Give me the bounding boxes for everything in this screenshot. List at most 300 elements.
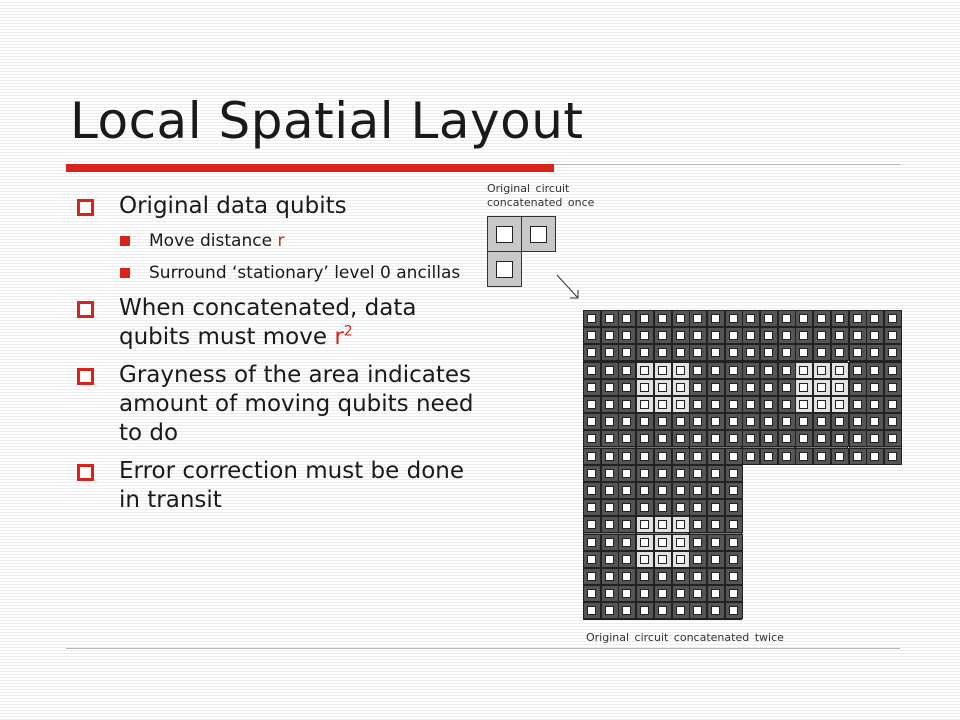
- variable-r-squared: [334, 324, 352, 350]
- qubit-square: [693, 400, 702, 409]
- qubit-square: [587, 434, 596, 443]
- qubit-cell: [831, 379, 849, 396]
- qubit-cell: [884, 310, 902, 327]
- qubit-cell: [583, 344, 601, 361]
- qubit-square: [746, 383, 755, 392]
- qubit-square: [729, 314, 738, 323]
- qubit-cell: [689, 430, 707, 447]
- qubit-square: [693, 452, 702, 461]
- qubit-square: [496, 261, 513, 278]
- qubit-square: [853, 452, 862, 461]
- bullet-text: Error correction must be done in transit: [119, 458, 465, 513]
- qubit-square: [605, 348, 614, 357]
- qubit-square: [853, 331, 862, 340]
- qubit-square: [729, 469, 738, 478]
- qubit-cell: [742, 413, 760, 430]
- qubit-square: [658, 538, 667, 547]
- qubit-square: [746, 434, 755, 443]
- qubit-cell: [521, 216, 556, 252]
- qubit-cell: [813, 448, 831, 465]
- qubit-cell: [725, 534, 743, 551]
- qubit-cell: [795, 413, 813, 430]
- qubit-square: [782, 331, 791, 340]
- qubit-square: [799, 348, 808, 357]
- qubit-cell: [583, 482, 601, 499]
- qubit-cell: [795, 362, 813, 379]
- qubit-cell: [849, 396, 867, 413]
- qubit-square: [835, 452, 844, 461]
- qubit-cell: [725, 310, 743, 327]
- qubit-cell: [583, 430, 601, 447]
- qubit-square: [746, 348, 755, 357]
- qubit-square: [587, 400, 596, 409]
- qubit-square: [622, 348, 631, 357]
- qubit-cell: [654, 379, 672, 396]
- qubit-square: [817, 331, 826, 340]
- title-underline-rule: [554, 164, 900, 165]
- qubit-cell: [849, 327, 867, 344]
- qubit-square: [658, 520, 667, 529]
- qubit-square: [587, 348, 596, 357]
- qubit-cell: [618, 396, 636, 413]
- qubit-cell: [884, 396, 902, 413]
- qubit-cell: [618, 482, 636, 499]
- qubit-cell: [487, 251, 522, 287]
- qubit-square: [640, 314, 649, 323]
- qubit-cell: [778, 413, 796, 430]
- qubit-cell: [760, 344, 778, 361]
- hollow-square-bullet-icon: [77, 301, 94, 318]
- qubit-square: [676, 314, 685, 323]
- qubit-square: [622, 400, 631, 409]
- qubit-square: [870, 383, 879, 392]
- qubit-square: [605, 417, 614, 426]
- qubit-square: [888, 434, 897, 443]
- qubit-cell: [672, 482, 690, 499]
- qubit-square: [676, 555, 685, 564]
- qubit-cell: [654, 362, 672, 379]
- qubit-square: [693, 589, 702, 598]
- qubit-square: [729, 400, 738, 409]
- qubit-square: [729, 383, 738, 392]
- qubit-square: [746, 314, 755, 323]
- qubit-cell: [601, 516, 619, 533]
- qubit-square: [605, 572, 614, 581]
- hollow-square-bullet-icon: [77, 199, 94, 216]
- qubit-cell: [654, 482, 672, 499]
- qubit-cell: [707, 568, 725, 585]
- qubit-cell: [742, 448, 760, 465]
- qubit-cell: [689, 551, 707, 568]
- qubit-cell: [672, 602, 690, 619]
- caption-concatenated-twice: Original circuit concatenated twice: [586, 631, 784, 644]
- qubit-cell: [707, 430, 725, 447]
- qubit-square: [729, 503, 738, 512]
- qubit-cell: [583, 327, 601, 344]
- qubit-square: [587, 314, 596, 323]
- qubit-square: [640, 383, 649, 392]
- qubit-cell: [707, 448, 725, 465]
- qubit-cell: [654, 310, 672, 327]
- qubit-square: [622, 434, 631, 443]
- qubit-square: [658, 348, 667, 357]
- qubit-cell: [866, 344, 884, 361]
- qubit-cell: [583, 413, 601, 430]
- qubit-square: [676, 486, 685, 495]
- qubit-cell: [866, 362, 884, 379]
- qubit-cell: [636, 499, 654, 516]
- qubit-cell: [813, 362, 831, 379]
- qubit-square: [799, 434, 808, 443]
- qubit-square: [605, 314, 614, 323]
- qubit-square: [711, 486, 720, 495]
- qubit-cell: [583, 534, 601, 551]
- qubit-square: [605, 400, 614, 409]
- qubit-cell: [672, 362, 690, 379]
- sub-bullet-text: Surround ‘stationary’ level 0 ancillas: [149, 263, 461, 283]
- qubit-cell: [760, 413, 778, 430]
- qubit-square: [782, 452, 791, 461]
- qubit-square: [835, 417, 844, 426]
- qubit-square: [799, 314, 808, 323]
- qubit-cell: [725, 396, 743, 413]
- qubit-cell: [601, 534, 619, 551]
- qubit-cell: [689, 344, 707, 361]
- qubit-square: [729, 486, 738, 495]
- qubit-square: [853, 400, 862, 409]
- qubit-square: [746, 452, 755, 461]
- qubit-cell: [654, 413, 672, 430]
- qubit-cell: [707, 379, 725, 396]
- qubit-square: [729, 589, 738, 598]
- qubit-cell: [601, 362, 619, 379]
- qubit-square: [676, 331, 685, 340]
- qubit-cell: [831, 430, 849, 447]
- qubit-square: [711, 417, 720, 426]
- qubit-cell: [742, 396, 760, 413]
- qubit-square: [587, 486, 596, 495]
- qubit-square: [729, 366, 738, 375]
- qubit-cell: [689, 482, 707, 499]
- qubit-square: [764, 331, 773, 340]
- qubit-square: [835, 366, 844, 375]
- qubit-square: [888, 452, 897, 461]
- qubit-cell: [849, 430, 867, 447]
- qubit-cell: [601, 310, 619, 327]
- qubit-cell: [813, 310, 831, 327]
- qubit-cell: [636, 602, 654, 619]
- bullet-concatenated-move: [74, 294, 474, 352]
- qubit-cell: [654, 396, 672, 413]
- qubit-square: [799, 366, 808, 375]
- qubit-square: [853, 366, 862, 375]
- qubit-square: [711, 314, 720, 323]
- variable-r: r: [277, 231, 285, 251]
- qubit-square: [729, 348, 738, 357]
- qubit-cell: [601, 602, 619, 619]
- qubit-cell: [636, 482, 654, 499]
- qubit-cell: [672, 568, 690, 585]
- qubit-cell: [672, 327, 690, 344]
- qubit-square: [658, 400, 667, 409]
- qubit-cell: [725, 568, 743, 585]
- qubit-square: [658, 314, 667, 323]
- qubit-cell: [618, 551, 636, 568]
- qubit-cell: [601, 379, 619, 396]
- qubit-cell: [884, 448, 902, 465]
- qubit-square: [746, 417, 755, 426]
- qubit-cell: [583, 396, 601, 413]
- qubit-cell: [813, 344, 831, 361]
- qubit-cell: [672, 379, 690, 396]
- qubit-cell: [672, 499, 690, 516]
- qubit-cell: [636, 465, 654, 482]
- qubit-square: [782, 400, 791, 409]
- qubit-cell: [707, 310, 725, 327]
- qubit-square: [640, 348, 649, 357]
- qubit-square: [496, 226, 513, 243]
- qubit-cell: [636, 448, 654, 465]
- qubit-cell: [795, 344, 813, 361]
- qubit-cell: [618, 448, 636, 465]
- qubit-cell: [583, 585, 601, 602]
- qubit-square: [835, 314, 844, 323]
- qubit-square: [817, 400, 826, 409]
- qubit-cell: [601, 499, 619, 516]
- qubit-cell: [725, 344, 743, 361]
- qubit-cell: [672, 413, 690, 430]
- qubit-cell: [618, 430, 636, 447]
- qubit-square: [693, 572, 702, 581]
- qubit-cell: [742, 344, 760, 361]
- qubit-cell: [689, 534, 707, 551]
- qubit-cell: [725, 465, 743, 482]
- qubit-square: [640, 452, 649, 461]
- qubit-cell: [689, 568, 707, 585]
- bullet-text: Grayness of the area indicates amount of moving qubits need to do: [119, 362, 474, 446]
- qubit-cell: [618, 465, 636, 482]
- qubit-square: [587, 366, 596, 375]
- qubit-cell: [636, 516, 654, 533]
- qubit-square: [587, 452, 596, 461]
- qubit-square: [711, 366, 720, 375]
- qubit-cell: [601, 448, 619, 465]
- qubit-cell: [601, 482, 619, 499]
- qubit-cell: [866, 379, 884, 396]
- qubit-cell: [672, 310, 690, 327]
- qubit-square: [729, 555, 738, 564]
- qubit-square: [888, 400, 897, 409]
- qubit-square: [622, 417, 631, 426]
- qubit-square: [870, 314, 879, 323]
- qubit-square: [693, 366, 702, 375]
- qubit-square: [622, 606, 631, 615]
- qubit-cell: [725, 499, 743, 516]
- footer-rule: [66, 648, 900, 649]
- qubit-square: [605, 331, 614, 340]
- qubit-cell: [636, 379, 654, 396]
- qubit-square: [782, 434, 791, 443]
- qubit-cell: [654, 551, 672, 568]
- qubit-cell: [742, 379, 760, 396]
- qubit-square: [605, 538, 614, 547]
- qubit-square: [799, 383, 808, 392]
- qubit-cell: [778, 379, 796, 396]
- qubit-square: [711, 503, 720, 512]
- qubit-square: [676, 589, 685, 598]
- qubit-cell: [831, 327, 849, 344]
- qubit-square: [587, 555, 596, 564]
- qubit-cell: [831, 344, 849, 361]
- qubit-square: [676, 348, 685, 357]
- qubit-cell: [795, 379, 813, 396]
- qubit-cell: [689, 602, 707, 619]
- qubit-square: [658, 366, 667, 375]
- qubit-square: [711, 606, 720, 615]
- qubit-cell: [725, 516, 743, 533]
- qubit-square: [888, 348, 897, 357]
- qubit-square: [853, 434, 862, 443]
- qubit-cell: [583, 516, 601, 533]
- qubit-square: [676, 538, 685, 547]
- qubit-square: [605, 486, 614, 495]
- qubit-square: [817, 452, 826, 461]
- qubit-cell: [601, 568, 619, 585]
- qubit-cell: [795, 430, 813, 447]
- bullet-text: Original data qubits: [119, 193, 347, 219]
- qubit-cell: [849, 448, 867, 465]
- qubit-cell: [707, 396, 725, 413]
- qubit-square: [640, 538, 649, 547]
- qubit-cell: [672, 430, 690, 447]
- qubit-square: [729, 331, 738, 340]
- qubit-square: [605, 589, 614, 598]
- qubit-square: [729, 606, 738, 615]
- qubit-cell: [636, 327, 654, 344]
- qubit-cell: [654, 327, 672, 344]
- qubit-cell: [689, 413, 707, 430]
- qubit-square: [764, 314, 773, 323]
- qubit-cell: [831, 396, 849, 413]
- qubit-square: [817, 314, 826, 323]
- qubit-cell: [618, 516, 636, 533]
- qubit-cell: [618, 585, 636, 602]
- qubit-cell: [583, 448, 601, 465]
- qubit-square: [676, 366, 685, 375]
- qubit-square: [658, 555, 667, 564]
- qubit-square: [605, 555, 614, 564]
- qubit-cell: [618, 568, 636, 585]
- qubit-cell: [778, 362, 796, 379]
- bullet-error-correction: [74, 457, 474, 515]
- qubit-cell: [636, 413, 654, 430]
- qubit-square: [817, 366, 826, 375]
- qubit-cell: [778, 448, 796, 465]
- qubit-square: [711, 400, 720, 409]
- qubit-cell: [725, 327, 743, 344]
- qubit-square: [622, 538, 631, 547]
- qubit-cell: [618, 602, 636, 619]
- qubit-cell: [672, 465, 690, 482]
- qubit-cell: [778, 344, 796, 361]
- qubit-cell: [866, 430, 884, 447]
- qubit-square: [764, 348, 773, 357]
- qubit-square: [693, 606, 702, 615]
- qubit-cell: [654, 568, 672, 585]
- qubit-cell: [583, 551, 601, 568]
- qubit-square: [799, 452, 808, 461]
- qubit-square: [676, 503, 685, 512]
- qubit-square: [530, 226, 547, 243]
- qubit-square: [693, 555, 702, 564]
- qubit-cell: [849, 379, 867, 396]
- qubit-cell: [760, 379, 778, 396]
- qubit-square: [640, 606, 649, 615]
- qubit-square: [658, 589, 667, 598]
- qubit-square: [817, 417, 826, 426]
- qubit-square: [693, 417, 702, 426]
- qubit-square: [711, 452, 720, 461]
- qubit-square: [622, 589, 631, 598]
- qubit-cell: [636, 344, 654, 361]
- qubit-cell: [725, 379, 743, 396]
- qubit-cell: [689, 396, 707, 413]
- filled-square-bullet-icon: [120, 236, 130, 246]
- qubit-cell: [689, 362, 707, 379]
- qubit-square: [782, 348, 791, 357]
- qubit-cell: [618, 310, 636, 327]
- qubit-square: [587, 383, 596, 392]
- qubit-square: [746, 366, 755, 375]
- qubit-cell: [618, 344, 636, 361]
- sub-bullet-move-distance: [119, 230, 474, 252]
- qubit-square: [622, 469, 631, 478]
- qubit-square: [835, 434, 844, 443]
- qubit-square: [729, 452, 738, 461]
- qubit-cell: [760, 310, 778, 327]
- qubit-cell: [884, 327, 902, 344]
- qubit-square: [853, 314, 862, 323]
- qubit-cell: [849, 413, 867, 430]
- qubit-square: [587, 572, 596, 581]
- qubit-square: [782, 417, 791, 426]
- qubit-square: [870, 366, 879, 375]
- qubit-cell: [831, 413, 849, 430]
- qubit-square: [746, 400, 755, 409]
- qubit-square: [835, 383, 844, 392]
- qubit-square: [640, 434, 649, 443]
- qubit-square: [622, 486, 631, 495]
- qubit-square: [605, 520, 614, 529]
- qubit-cell: [707, 602, 725, 619]
- qubit-square: [693, 520, 702, 529]
- qubit-square: [853, 383, 862, 392]
- qubit-cell: [601, 327, 619, 344]
- qubit-cell: [760, 396, 778, 413]
- qubit-square: [711, 555, 720, 564]
- qubit-cell: [707, 534, 725, 551]
- qubit-square: [640, 331, 649, 340]
- qubit-square: [622, 314, 631, 323]
- qubit-square: [888, 314, 897, 323]
- qubit-cell: [707, 499, 725, 516]
- qubit-cell: [654, 499, 672, 516]
- qubit-square: [817, 383, 826, 392]
- qubit-cell: [689, 585, 707, 602]
- qubit-square: [587, 520, 596, 529]
- qubit-square: [870, 417, 879, 426]
- qubit-square: [658, 503, 667, 512]
